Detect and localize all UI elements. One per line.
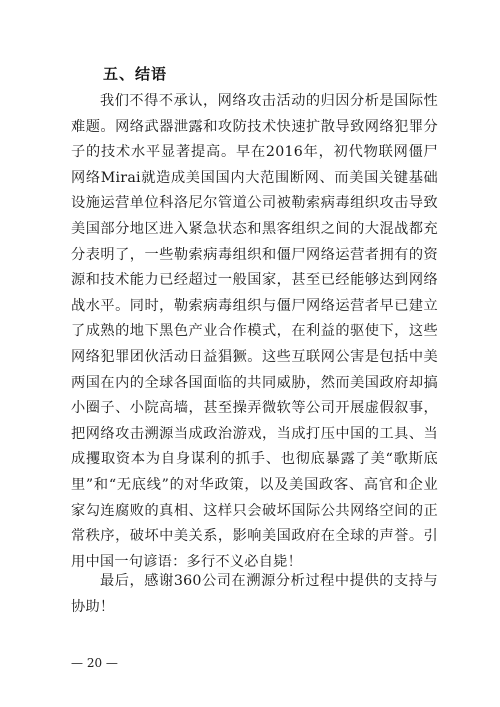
- section-heading: 五、结语: [103, 65, 168, 83]
- conclusion-paragraph: 我们不得不承认，网络攻击活动的归因分析是国际性难题。网络武器泄露和攻防技术快速扩散导致网络犯罪分子的技术水平显著提高。早在2016年，初代物联网僵尸网络Mirai就造成美国国内大范围断网、而美国关键基础设施运营单位科洛尼尔管道公司被勒索病毒组织攻击导致美国部分地区进入紧急状态和黑客组织之间的大混战都充分表明了，一些勒索病毒组织和僵尸网络运营者拥有的资源和技术能力已经超过一般国家，甚至已经能够达到网络战水平。同时，勒索病毒组织与僵尸网络运营者早已建立了成熟的地下黑色产业合作模式，在利益的驱使下，这些网络犯罪团伙活动日益猖獗。这些互联网公害是包括中美两国在内的全球各国面临的共同威胁，然而美国政府却搞小圈子、小院高墙，甚至操弄微软等公司开展虚假叙事，把网络攻击溯源当成政治游戏，当成打压中国的工具、当成攫取资本为自身谋利的抓手、也彻底暴露了美“歌斯底里”和“无底线”的对华政策，以及美国政客、高官和企业家勾连腐败的真相、这样只会破坏国际公共网络空间的正常秩序，破坏中美关系，影响美国政府在全球的声誉。引用中国一句谚语：多行不义必自毙！: [71, 93, 438, 570]
- acknowledgement-paragraph: 最后，感谢360公司在溯源分析过程中提供的支持与协助！: [71, 573, 438, 615]
- page-number: — 20 —: [71, 656, 118, 670]
